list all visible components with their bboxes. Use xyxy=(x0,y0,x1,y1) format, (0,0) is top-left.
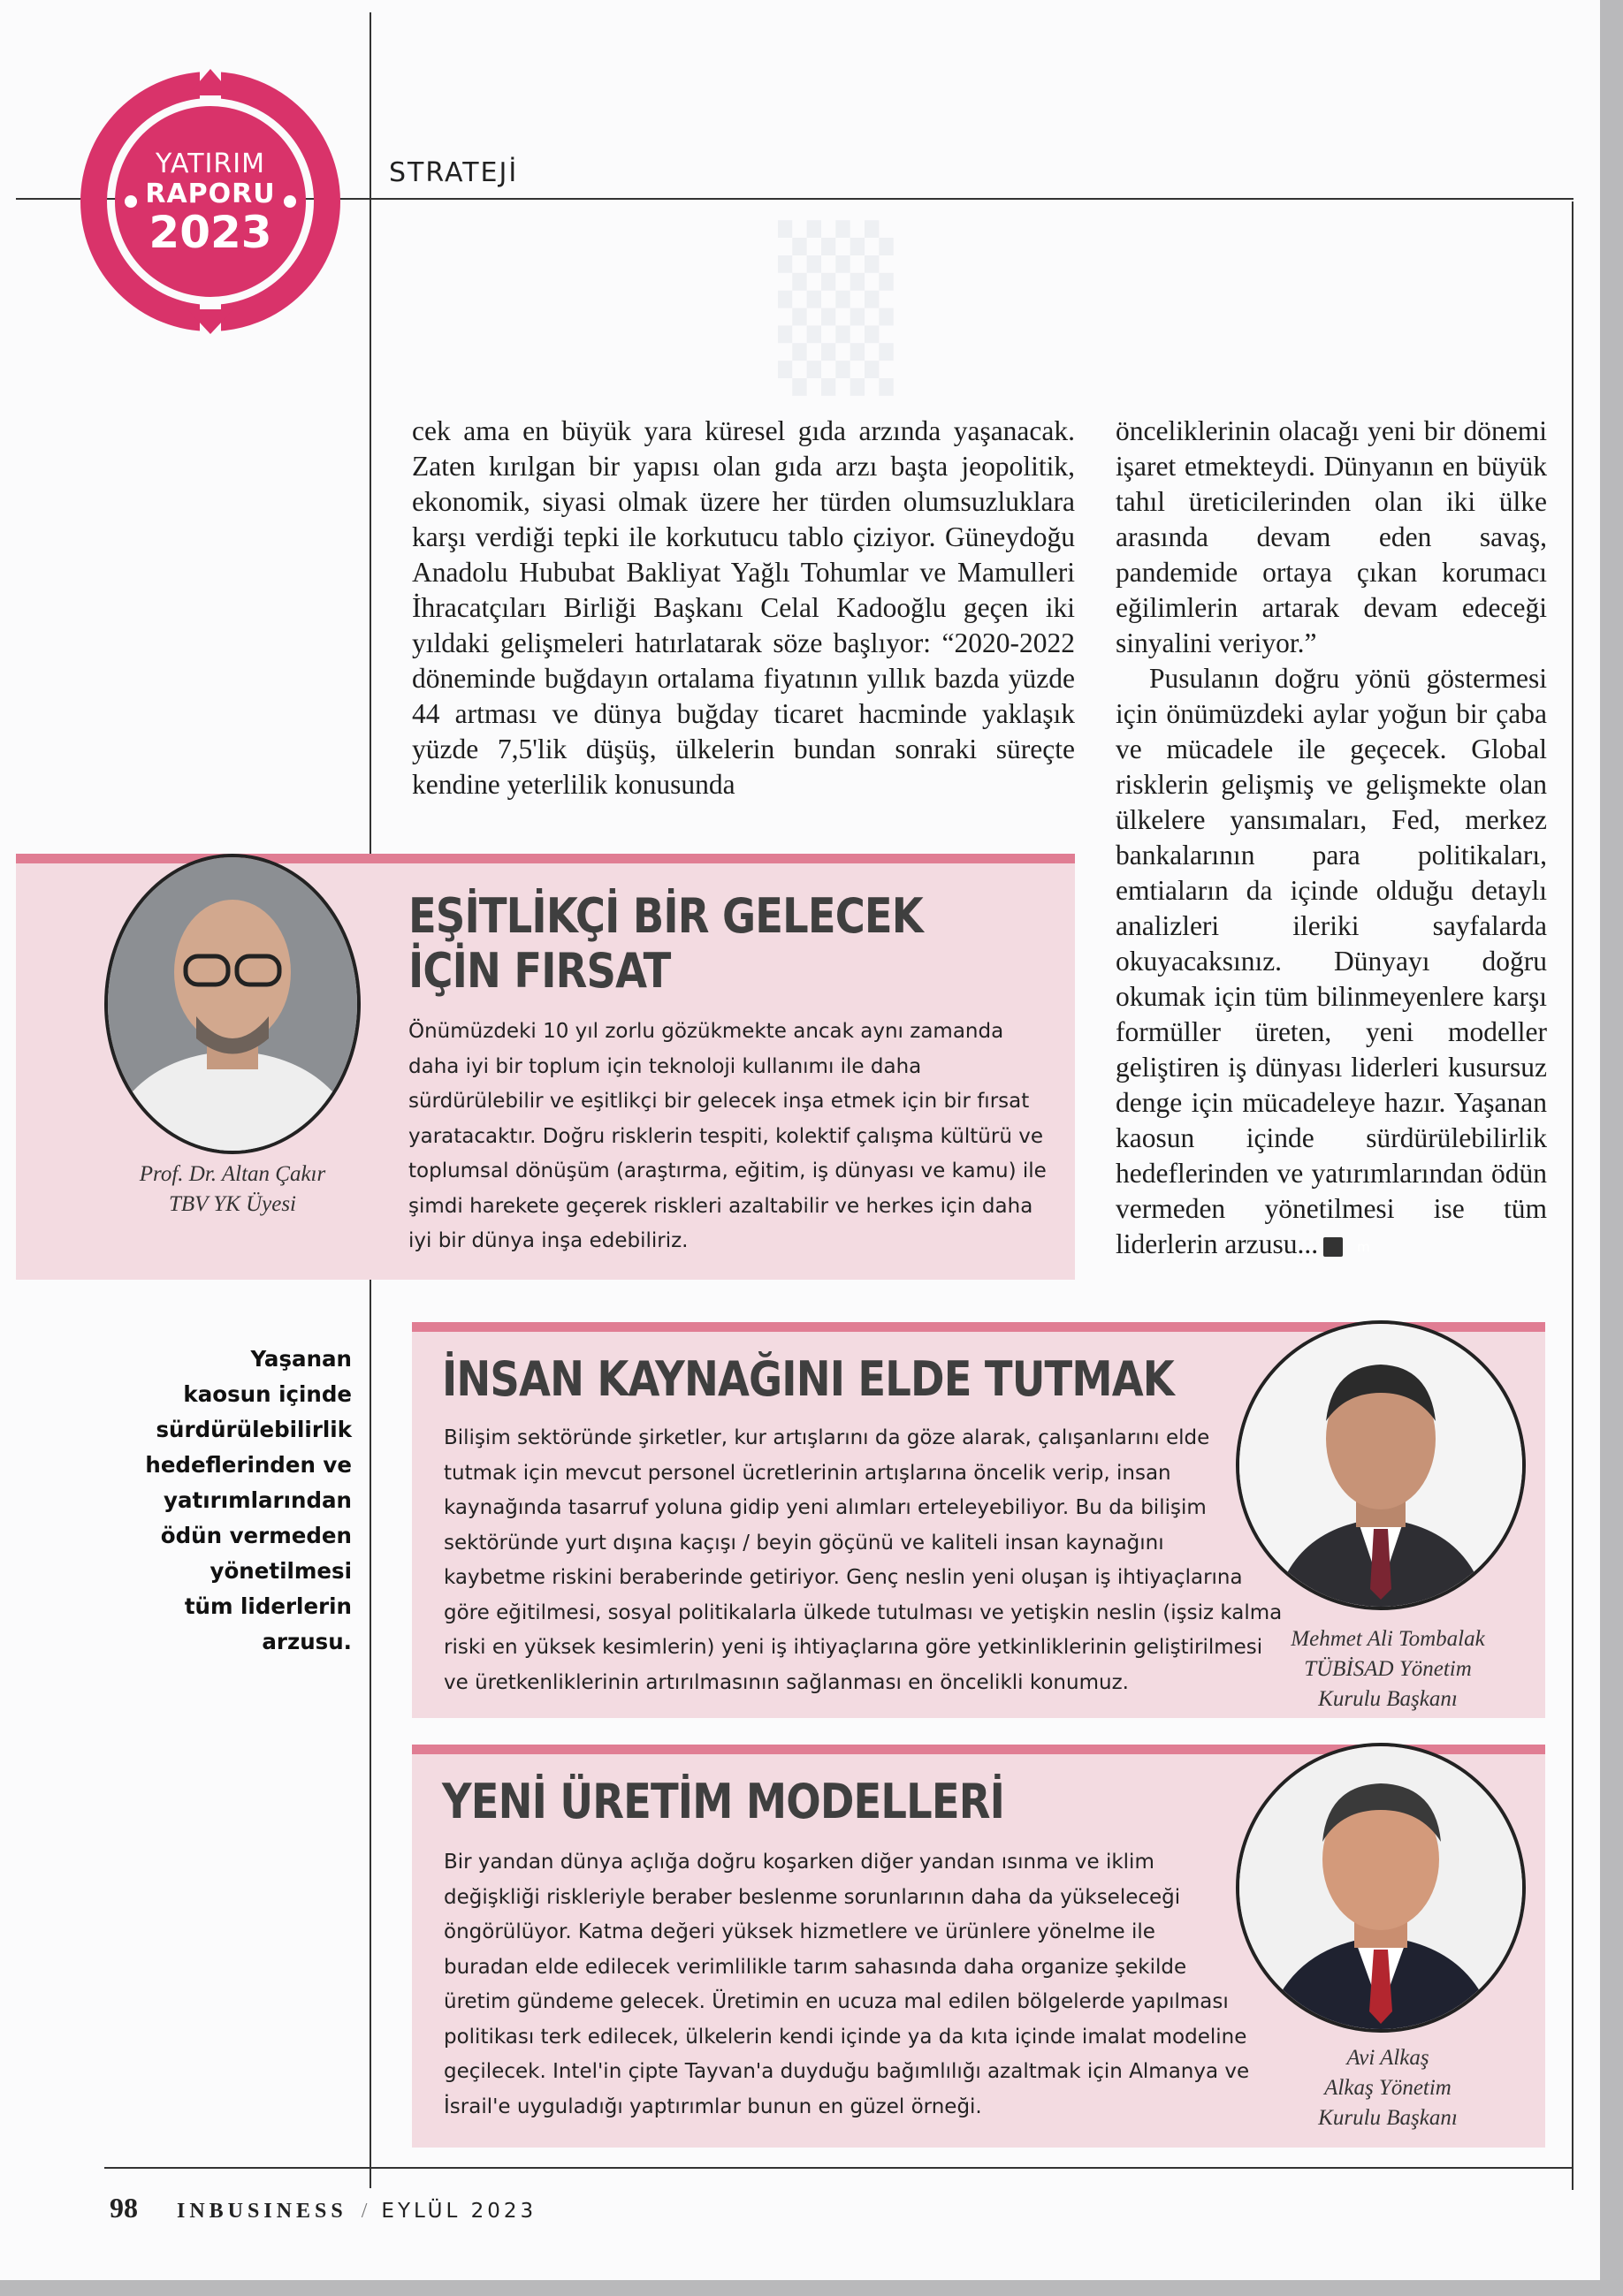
box-3-line: buradan elde edilecek verimlilikle tarım sahasında daha organize şekilde xyxy=(444,1955,1187,1979)
box-1-title-line: İÇİN FIRSAT xyxy=(408,943,671,999)
body-paragraph: cek ama en büyük yara küresel gıda arzında yaşanacak. Zaten kırılgan bir yapısı olan gıda arzı başta jeopolitik, ekonomik, siyasi olmak üzere her türden olumsuzluklara karşı verdiği tepki ile korkutucu tablo çiziyor. Güneydoğu Anadolu Hububat Bakliyat Yağlı Tohumlar ve Mamulleri İhracatçıları Birliği Başkanı Celal Kadooğlu geçen iki yıldaki gelişmeleri hatırlatarak söze başlıyor: “2020-2022 döneminde buğdayın ortalama fiyatının yıllık bazda yüzde 44 artması ve dünya buğday ticaret hacminde yaklaşık yüzde 7,5'lik düşüş, ülkelerin bundan sonraki süreçte kendine yeterlilik konusunda xyxy=(412,415,1075,800)
pull-quote-line: tüm liderlerin xyxy=(184,1593,352,1619)
person-photo-icon xyxy=(108,857,357,1151)
box-1-text xyxy=(408,1015,1047,1259)
body-paragraph-text: Pusulanın doğru yönü göstermesi için önümüzdeki aylar yoğun bir çaba ve mücadele ile geçecek. Global risklerin gelişmiş ve gelişmekte olan ülkelere yansımaları, Fed, merkez bankalarının para politikaları, emtiaların da içinde olduğu detaylı analizleri ileriki sayfalarda okuyacaksınız. Dünyayı doğru okumak için tüm bilinmeyenlere karşı formüller üreten, yeni modeller geliştiren iş dünyası liderleri kusursuz denge için mücadeleye hazır. Yaşanan kaosun içinde sürdürülebilirlik hedeflerinden ve yatırımlarından ödün vermeden yönetilmesi ise tüm liderlerin arzusu... xyxy=(1116,663,1547,1259)
yatirim-raporu-badge xyxy=(78,60,343,343)
pull-quote xyxy=(141,1342,352,1660)
issue-date: EYLÜL 2023 xyxy=(381,2200,537,2223)
box-1-title-line: EŞİTLİKÇİ BİR GELECEK xyxy=(408,888,923,944)
pull-quote-line: sürdürülebilirlik xyxy=(156,1417,352,1442)
caption-box-3 xyxy=(1255,2043,1520,2133)
box-2-line: tutmak için mevcut personel ücretlerinin artışlarına öncelik verip, insan xyxy=(444,1461,1171,1485)
badge-line1: YATIRIM xyxy=(156,148,265,179)
caption-box-1 xyxy=(104,1159,361,1220)
box-3-line: geçilecek. Intel'in çipte Tayvan'a duyduğu bağımlılığı azaltmak için Almanya ve xyxy=(444,2060,1250,2083)
caption-box-2 xyxy=(1255,1624,1520,1714)
footer-separator: / xyxy=(361,2200,368,2223)
pull-quote-line: kaosun içinde xyxy=(183,1381,352,1407)
box-1-line: Önümüzdeki 10 yıl zorlu gözükmekte ancak aynı zamanda xyxy=(408,1020,1004,1043)
box-2-line: kaybetme riskini beraberinde getiriyor. Genç neslin yeni oluşan iş ihtiyaçlarına xyxy=(444,1566,1243,1589)
pull-quote-line: yönetilmesi xyxy=(210,1558,352,1584)
box-2-line: ve üretkenliklerinin artırılmasının sağlanması en öncelikli konumuz. xyxy=(444,1670,1129,1694)
pull-quote-line: ödün vermeden xyxy=(160,1523,352,1548)
box-3-line: İsrail'e uyguladığı yaptırımlar bunun en güzel örneği. xyxy=(444,2095,982,2118)
quote-box-1-bar xyxy=(16,854,1075,863)
pull-quote-line: arzusu. xyxy=(262,1629,352,1654)
box-2-line: Bilişim sektöründe şirketler, kur artışlarını da göze alarak, çalışanlarını elde xyxy=(444,1426,1210,1449)
box-2-text xyxy=(444,1421,1282,1700)
person-photo-icon xyxy=(1239,1746,1522,2029)
magazine-name: INBUSINESS xyxy=(177,2200,347,2223)
box-1-line: sürdürülebilir ve eşitlikçi bir gelecek inşa etmek için bir fırsat xyxy=(408,1090,1030,1113)
page-footer xyxy=(110,2192,537,2224)
box-3-text xyxy=(444,1845,1249,2125)
section-label: STRATEJİ xyxy=(389,157,519,188)
caption-name: Mehmet Ali Tombalak xyxy=(1291,1627,1485,1651)
background-watermark: ▒ xyxy=(778,221,890,396)
box-2-line: göre eğitilmesi, sosyal politikalarla ülkede tutulması ve yetişkin neslin (işsiz kalma xyxy=(444,1600,1283,1624)
footer-rule xyxy=(104,2167,1573,2169)
body-paragraph: önceliklerinin olacağı yeni bir dönemi işaret etmekteydi. Dünyanın en büyük tahıl üreticilerinden olan iki ülke arasında devam eden savaş, pandemide ortaya çıkan korumacı eğilimlerin artarak devam edeceği sinyalini veriyor.” xyxy=(1116,415,1547,658)
body-column-2 xyxy=(1116,414,1547,1262)
pull-quote-line: Yaşanan xyxy=(250,1346,352,1372)
badge-line2: RAPORU xyxy=(145,179,276,209)
portrait-mehmet-ali-tombalak xyxy=(1236,1320,1526,1610)
box-1-line: daha iyi bir toplum için teknoloji kullanımı ile daha xyxy=(408,1054,922,1078)
portrait-avi-alkas xyxy=(1236,1743,1526,2033)
box-2-line: sektöründe yurt dışına kaçışı / beyin göçünü ve kaliteli insan kaynağını xyxy=(444,1531,1164,1555)
box-1-line: şimdi harekete geçerek riskleri azaltabilir ve herkes için daha xyxy=(408,1194,1033,1218)
right-vertical-rule xyxy=(1572,201,1573,2190)
box-1-line: yaratacaktır. Doğru risklerin tespiti, kolektif çalışma kültürü ve xyxy=(408,1124,1043,1148)
body-paragraph xyxy=(1116,661,1547,1262)
box-3-line: üretim gündeme gelecek. Üretimin en ucuza mal edilen bölgelerde yapılması xyxy=(444,1990,1229,2013)
caption-name: Prof. Dr. Altan Çakır xyxy=(139,1162,326,1186)
box-3-line: politikası terk edilecek, ülkelerin kendi içinde ya da kıta içinde imalat modeline xyxy=(444,2025,1247,2049)
box-3-line: öngörülüyor. Katma değeri yüksek hizmetlere ve ürünlere yönelme ile xyxy=(444,1920,1155,1943)
caption-name: Avi Alkaş xyxy=(1346,2046,1429,2070)
caption-role: TBV YK Üyesi xyxy=(169,1192,296,1216)
person-photo-icon xyxy=(1239,1324,1522,1607)
body-column-1 xyxy=(412,414,1075,802)
box-2-line: kaynağında tasarruf yoluna gidip yeni alımları erteleyebiliyor. Bu da bilişim xyxy=(444,1496,1207,1519)
box-3-line: Bir yandan dünya açlığa doğru koşarken diğer yandan ısınma ve iklim xyxy=(444,1851,1154,1874)
caption-role: Kurulu Başkanı xyxy=(1318,1687,1458,1711)
page-number: 98 xyxy=(110,2192,138,2224)
box-2-line: riski en yüksek kesimlerin) yeni iş ihtiyaçlarına göre yetkinliklerinin geliştirilmesi xyxy=(444,1636,1263,1659)
portrait-altan-cakir xyxy=(104,854,361,1154)
caption-role: Alkaş Yönetim xyxy=(1324,2076,1452,2100)
pull-quote-line: hedeflerinden ve xyxy=(145,1452,352,1478)
box-1-title xyxy=(408,889,923,999)
pull-quote-line: yatırımlarından xyxy=(164,1487,352,1513)
box-3-title: YENİ ÜRETİM MODELLERİ xyxy=(442,1774,1005,1829)
box-1-line: toplumsal dönüşüm (araştırma, eğitim, iş dünyası ve kamu) ile xyxy=(408,1159,1047,1182)
end-mark-icon: m xyxy=(1323,1237,1343,1257)
badge-year: 2023 xyxy=(149,207,272,258)
caption-role: Kurulu Başkanı xyxy=(1318,2106,1458,2130)
caption-role: TÜBİSAD Yönetim xyxy=(1304,1657,1472,1681)
box-2-title: İNSAN KAYNAĞINI ELDE TUTMAK xyxy=(442,1351,1174,1407)
box-1-line: iyi bir dünya inşa edebiliriz. xyxy=(408,1229,689,1252)
box-3-line: değişkliği riskleriyle beraber beslenme sorunlarının daha da yükseleceği xyxy=(444,1885,1181,1909)
